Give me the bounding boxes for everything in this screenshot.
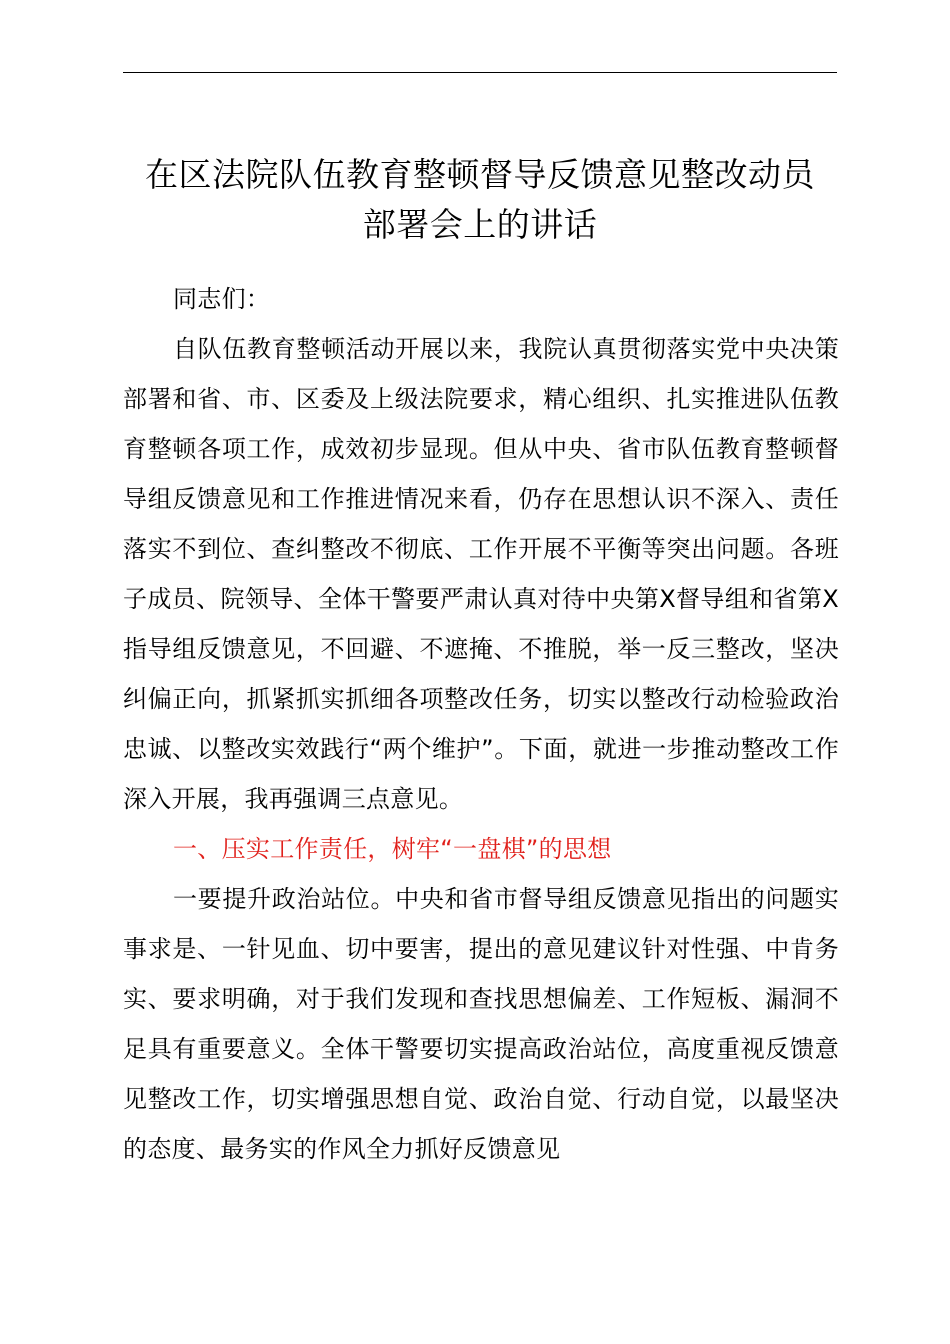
section-1-paragraph: 一要提升政治站位。中央和省市督导组反馈意见指出的问题实事求是、一针见血、切中要害，提出的意见建议针对性强、中肯务实、要求明确，对于我们发现和查找思想偏差、工作短板、漏洞不足具有重要意义。全体干警要切实提高政治站位，高度重视反馈意见整改工作，切实增强思想自觉、政治自觉、行动自觉，以最坚决的态度、最务实的作风全力抓好反馈意见 bbox=[123, 885, 839, 1163]
salutation: 同志们： bbox=[173, 285, 271, 313]
header-rule bbox=[123, 72, 837, 73]
title-line-2: 部署会上的讲话 bbox=[362, 205, 598, 244]
document-body bbox=[123, 274, 839, 1174]
intro-paragraph: 自队伍教育整顿活动开展以来，我院认真贯彻落实党中央决策部署和省、市、区委及上级法院要求，精心组织、扎实推进队伍教育整顿各项工作，成效初步显现。但从中央、省市队伍教育整顿督导组反馈意见和工作推进情况来看，仍存在思想认识不深入、责任落实不到位、查纠整改不彻底、工作开展不平衡等突出问题。各班子成员、院领导、全体干警要严肃认真对待中央第X督导组和省第X指导组反馈意见，不回避、不遮掩、不推脱，举一反三整改，坚决纠偏正向，抓紧抓实抓细各项整改任务，切实以整改行动检验政治忠诚、以整改实效践行“两个维护”。下面，就进一步推动整改工作深入开展，我再强调三点意见。 bbox=[123, 335, 839, 813]
title-line-1: 在区法院队伍教育整顿督导反馈意见整改动员 bbox=[145, 155, 815, 194]
document-title bbox=[100, 150, 860, 250]
section-1-heading: 一、压实工作责任，树牢“一盘棋”的思想 bbox=[173, 835, 612, 863]
